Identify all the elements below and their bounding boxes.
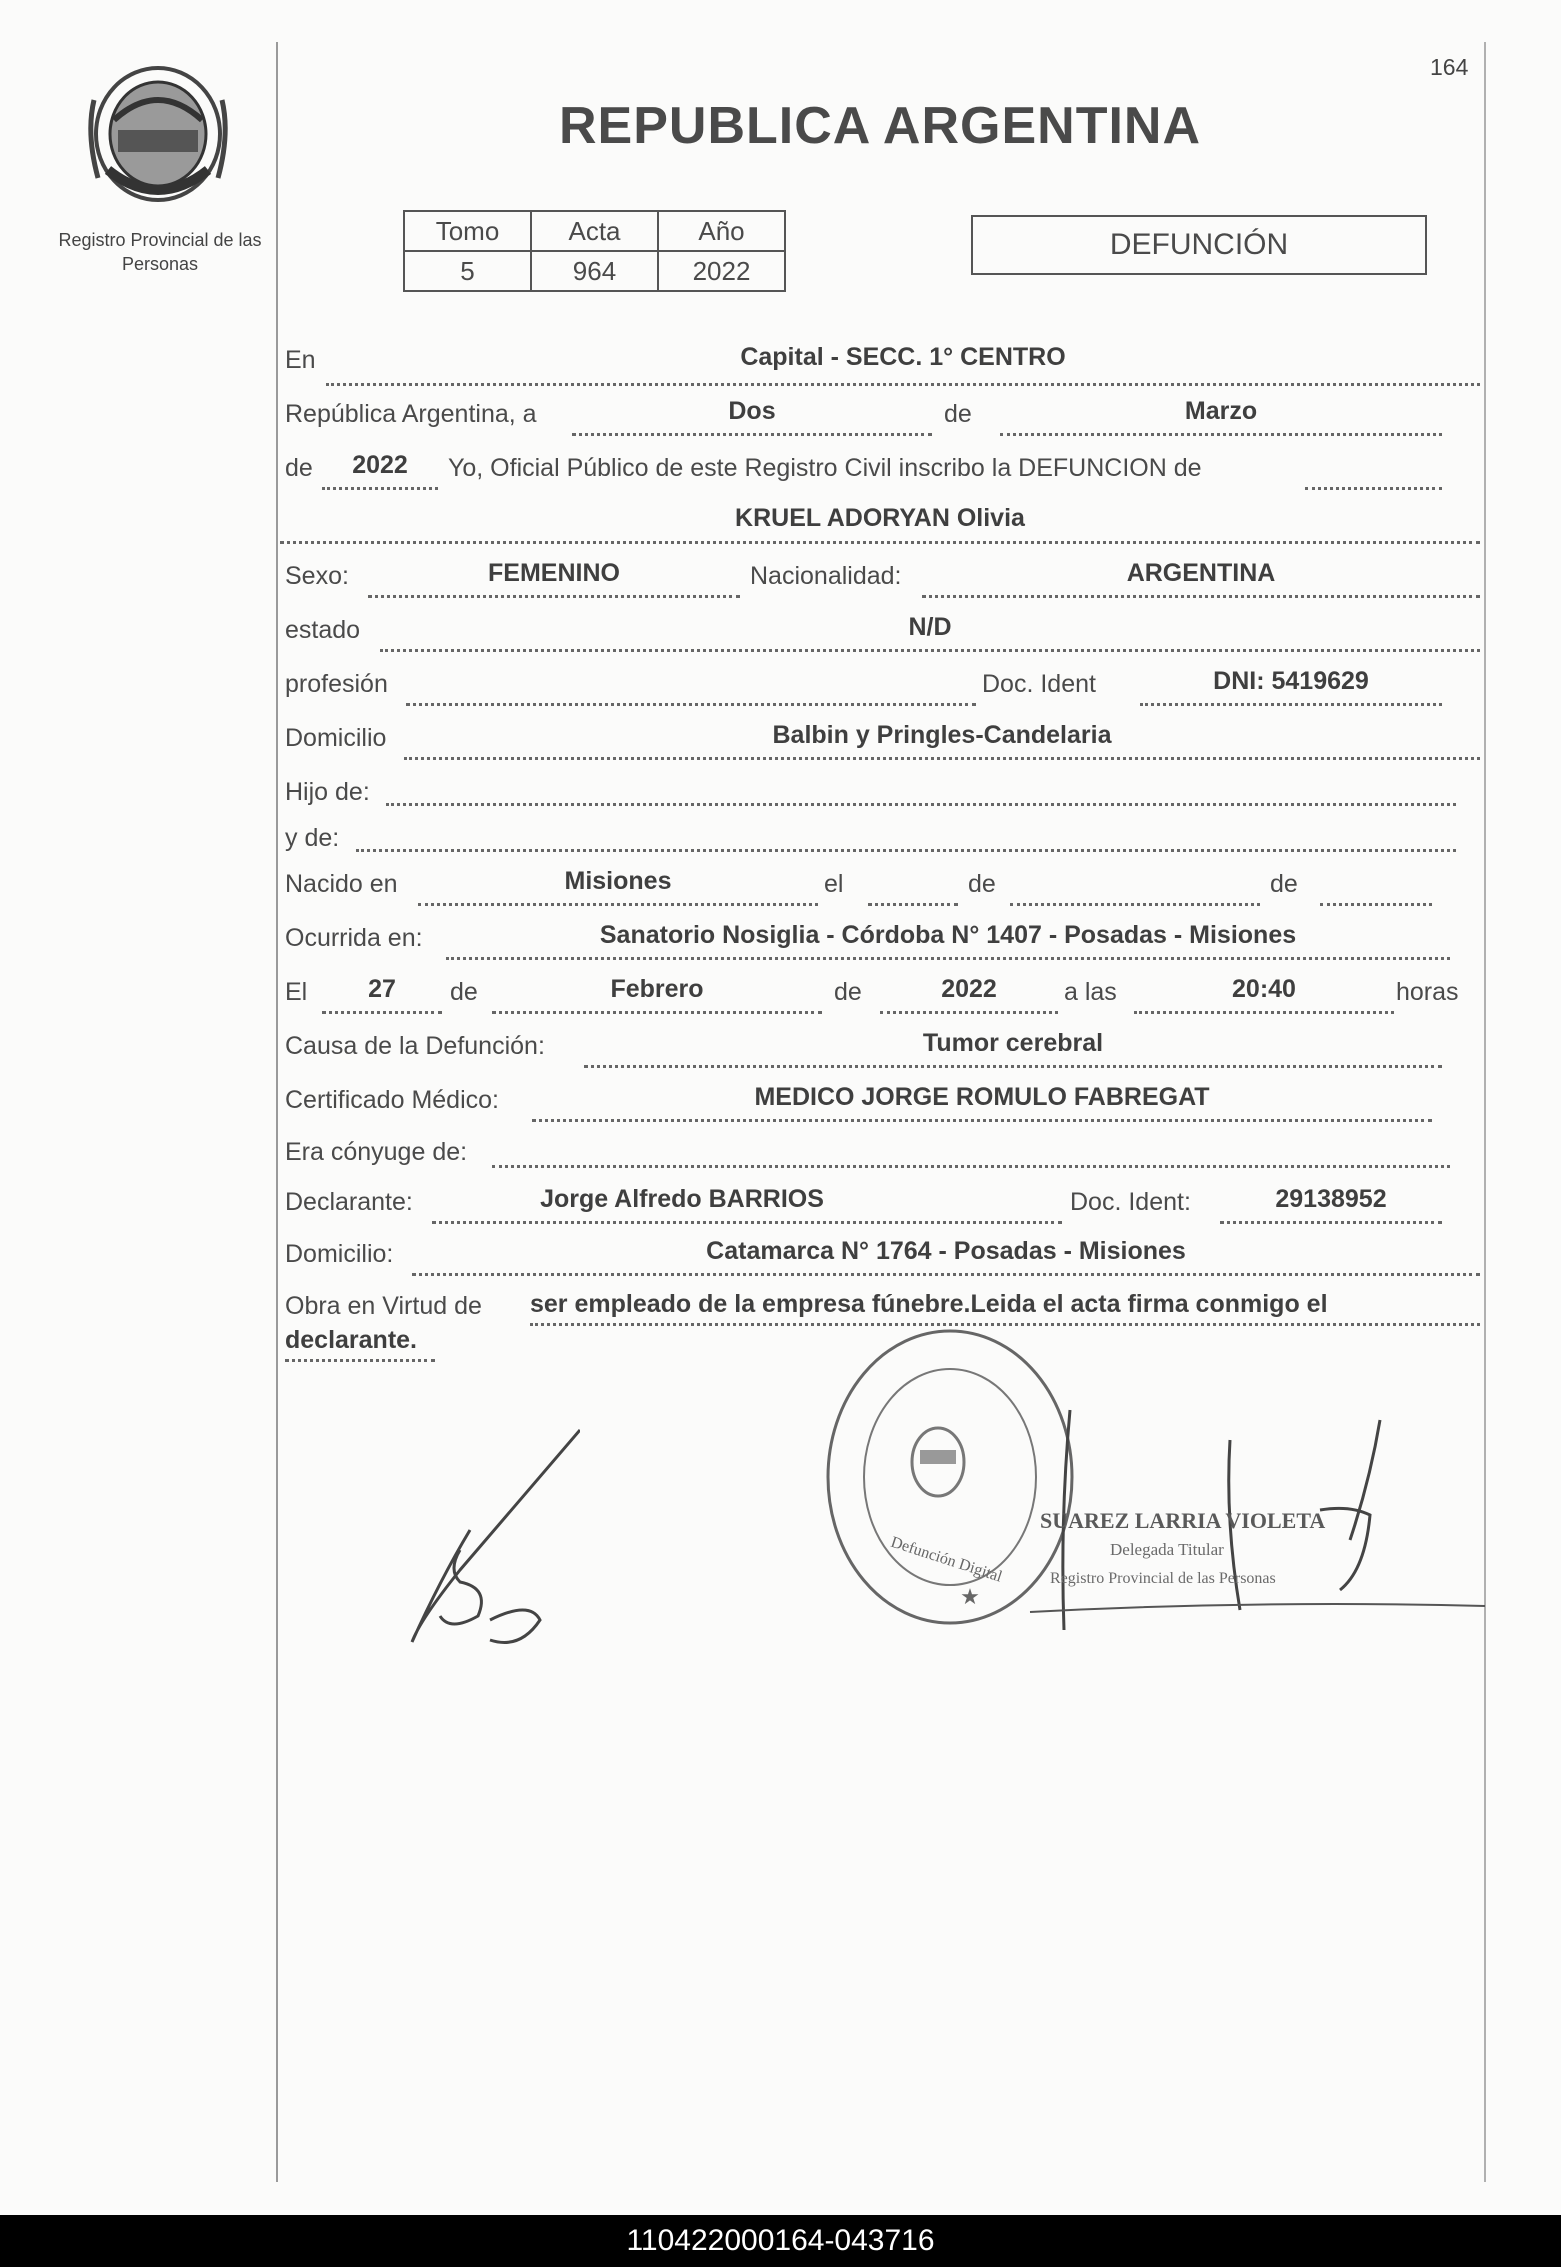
label-ocurrida-en: Ocurrida en: (285, 924, 423, 952)
table-row (404, 251, 785, 291)
dotted-line (1305, 487, 1442, 490)
dotted-line (868, 903, 958, 906)
value-obra-line2: declarante. (285, 1326, 418, 1354)
dotted-line (1010, 903, 1260, 906)
value-fallec-mes: Febrero (610, 975, 704, 1003)
dotted-line (386, 803, 1456, 806)
value-certificado: MEDICO JORGE ROMULO FABREGAT (754, 1083, 1210, 1111)
page-number: 164 (1430, 54, 1469, 80)
label-declarante: Declarante: (285, 1188, 413, 1216)
label-de: de (450, 978, 478, 1006)
provincial-seal-icon (84, 60, 232, 208)
dotted-line (322, 487, 438, 490)
header-tomo: Tomo (404, 211, 531, 251)
label-nacido-en: Nacido en (285, 870, 398, 898)
dotted-line (326, 383, 1480, 386)
dotted-line (368, 595, 740, 598)
dotted-line (404, 757, 1480, 760)
value-declarante-domicilio: Catamarca N° 1764 - Posadas - Misiones (706, 1237, 1186, 1265)
label-de: de (968, 870, 996, 898)
value-obra-line1: ser empleado de la empresa fúnebre.Leida el acta firma conmigo el (530, 1290, 1328, 1318)
value-declarante-doc: 29138952 (1275, 1185, 1387, 1213)
dotted-line (1134, 1011, 1394, 1014)
dotted-line (1320, 903, 1432, 906)
table-row (404, 211, 785, 251)
dotted-line (432, 1221, 1062, 1224)
value-mes: Marzo (1184, 397, 1258, 425)
value-anio: 2022 (352, 451, 408, 479)
label-estado: estado (285, 616, 361, 644)
dotted-line (285, 1359, 435, 1362)
label-obra: Obra en Virtud de (285, 1292, 482, 1320)
value-lugar: Capital - SECC. 1° CENTRO (740, 343, 1066, 371)
dotted-line (584, 1065, 1442, 1068)
label-doc-ident: Doc. Ident: (1070, 1188, 1191, 1216)
value-hora: 20:40 (1232, 975, 1296, 1003)
value-causa: Tumor cerebral (922, 1029, 1104, 1057)
value-tomo: 5 (404, 251, 531, 291)
value-fallec-anio: 2022 (941, 975, 997, 1003)
label-el: el (824, 870, 844, 898)
official-registry: Registro Provincial de las Personas (1050, 1570, 1276, 1587)
dotted-line (412, 1273, 1480, 1276)
label-causa: Causa de la Defunción: (285, 1032, 545, 1060)
label-de: de (944, 400, 972, 428)
dotted-line (1140, 703, 1442, 706)
declarant-signature-icon (400, 1420, 580, 1660)
label-de: de (834, 978, 862, 1006)
label-profesion: profesión (285, 670, 388, 698)
footer-code: 110422000164-043716 (0, 2215, 1561, 2267)
value-domicilio: Balbin y Pringles-Candelaria (772, 721, 1112, 749)
margin-rule (276, 42, 278, 2182)
value-nombre: KRUEL ADORYAN Olivia (735, 504, 1025, 532)
svg-text:Defunción Digital: Defunción Digital (888, 1533, 1005, 1586)
dotted-line (492, 1165, 1450, 1168)
label-sexo: Sexo: (285, 562, 349, 590)
dotted-line (572, 433, 932, 436)
value-acta: 964 (531, 251, 658, 291)
value-nacionalidad: ARGENTINA (1126, 559, 1276, 587)
value-ocurrida-en: Sanatorio Nosiglia - Córdoba N° 1407 - Posadas - Misiones (599, 921, 1297, 949)
dotted-line (356, 849, 1456, 852)
value-declarante: Jorge Alfredo BARRIOS (540, 1185, 824, 1213)
value-estado: N/D (908, 613, 952, 641)
label-en: En (285, 346, 316, 374)
dotted-line (406, 703, 976, 706)
dotted-line (492, 1011, 822, 1014)
dotted-line (322, 1011, 442, 1014)
value-dni: DNI: 5419629 (1213, 667, 1369, 695)
label-conyuge: Era cónyuge de: (285, 1138, 468, 1166)
value-anio: 2022 (658, 251, 785, 291)
label-inscribo: Yo, Oficial Público de este Registro Civil inscribo la DEFUNCION de (448, 454, 1202, 482)
reference-table (403, 210, 786, 292)
value-sexo: FEMENINO (488, 559, 620, 587)
dotted-line (880, 1011, 1058, 1014)
label-y-de: y de: (285, 824, 340, 852)
document-type-box: DEFUNCIÓN (971, 215, 1427, 275)
label-horas: horas (1396, 978, 1459, 1006)
label-doc-ident: Doc. Ident (982, 670, 1096, 698)
dotted-line (1000, 433, 1442, 436)
label-de: de (1270, 870, 1298, 898)
dotted-line (922, 595, 1480, 598)
label-republica: República Argentina, a (285, 400, 537, 428)
dotted-line (380, 649, 1480, 652)
label-de: de (285, 454, 313, 482)
label-el: El (285, 978, 308, 1006)
page-title: REPUBLICA ARGENTINA (558, 97, 1202, 155)
label-nacionalidad: Nacionalidad: (750, 562, 902, 590)
dotted-line (1220, 1221, 1442, 1224)
right-margin-rule (1484, 42, 1486, 2182)
header-anio: Año (658, 211, 785, 251)
dotted-line (418, 903, 818, 906)
official-role: Delegada Titular (1110, 1540, 1224, 1559)
value-nacido-en: Misiones (564, 867, 672, 895)
label-a-las: a las (1064, 978, 1117, 1006)
label-domicilio: Domicilio: (285, 1240, 394, 1268)
label-hijo-de: Hijo de: (285, 778, 370, 806)
svg-text:★: ★ (960, 1584, 980, 1609)
official-name: SUAREZ LARRIA VIOLETA (1040, 1508, 1326, 1533)
dotted-line (446, 957, 1450, 960)
label-certificado: Certificado Médico: (285, 1086, 499, 1114)
header-acta: Acta (531, 211, 658, 251)
value-dia: Dos (728, 397, 776, 425)
value-fallec-dia: 27 (368, 975, 396, 1003)
registry-label: Registro Provincial de las Personas (58, 230, 262, 274)
dotted-line (532, 1119, 1432, 1122)
label-domicilio: Domicilio (285, 724, 387, 752)
dotted-line (280, 541, 1480, 544)
